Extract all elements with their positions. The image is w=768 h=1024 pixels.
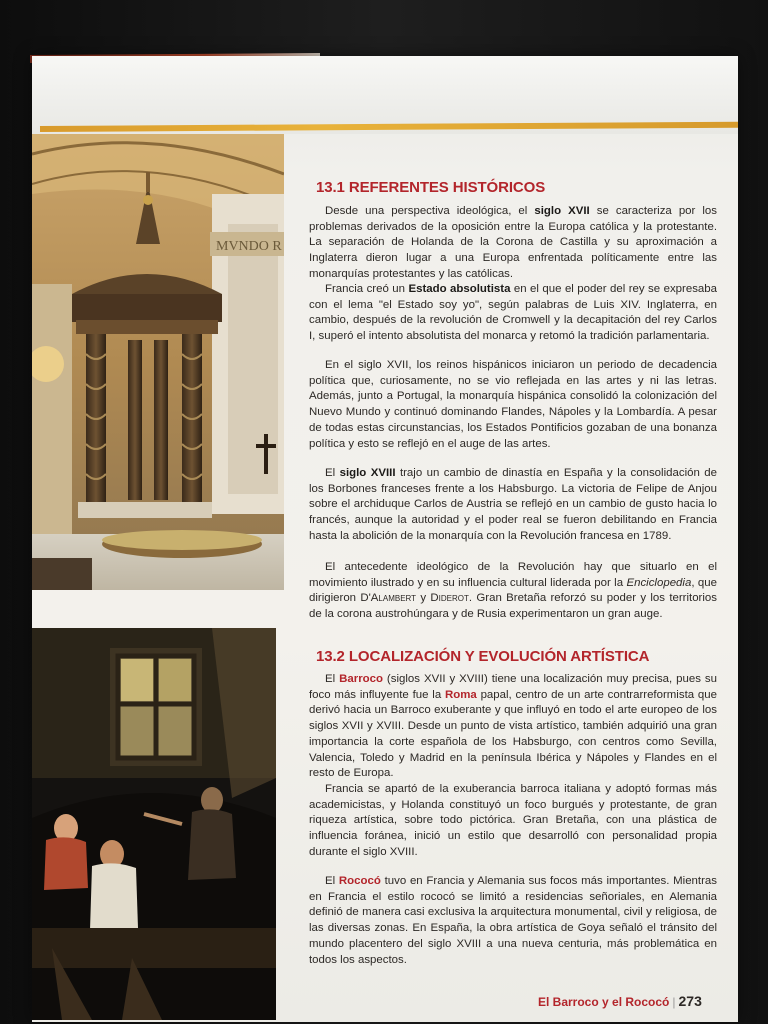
page-number: 273 (678, 993, 702, 1009)
paragraph-estado-absolutista (309, 282, 717, 345)
text-run: El (325, 467, 340, 479)
text-run: El antecedente ideológico de la Revolución hay que situarlo en el movimiento ilustrado y en su influencia cultural liderada por la (309, 561, 717, 589)
keyword-estado-absolutista: Estado absolutista (408, 283, 511, 295)
text-run: papal, centro de un arte contrarreformista que derivó hacia un Barroco exuberante y que influyó en todo el arte europeo de los siglos XVII y XVIII. Desde un punto de vista artístico, también adquirió una gran importancia la corte española de los Habsburgo, con centros como Sevilla, Valencia, Toledo y Madrid en la península Ibérica y Nápoles y Flandes en el resto de Europa. (309, 688, 717, 780)
baldachin-photo (32, 134, 284, 590)
paragraph-siglo-xvii (309, 204, 717, 283)
text-run: en el que el poder del rey se expresaba con el lema "el Estado soy yo", según palabras de Luis XIV. Inglaterra, en cambio, después de la revolución de Cromwell y la decapitación del rey Carlos I, superó el intento absolutista del monarca y retomó la tradición parlamentaria. (309, 283, 717, 343)
section-heading-referentes: 13.1 REFERENTES HISTÓRICOS (316, 179, 546, 196)
calling-painting (32, 628, 276, 1020)
keyword-barroco: Barroco (339, 673, 383, 685)
text-run: y (416, 592, 431, 605)
page-footer (538, 993, 702, 1009)
text-run: tuvo en Francia y Alemania sus focos más importantes. Mientras en Francia el estilo rococó se limitó a residencias señoriales, en Alemania definió de manera casi exclusiva la arquitectura monumental, civil y religiosa, de las diversas zonas. En España, la obra artística de Goya señaló el tránsito del mundo placentero del siglo XVIII a una nueva centuria, más problemática en todos los aspectos. (309, 875, 717, 966)
section-heading-localizacion: 13.2 LOCALIZACIÓN Y EVOLUCIÓN ARTÍSTICA (316, 648, 650, 665)
text-run: El (325, 673, 340, 685)
footer-title: El Barroco y el Rococó (538, 995, 670, 1009)
paragraph-barroco (309, 672, 717, 782)
text-run: El (325, 875, 339, 887)
photo-inscription: MVNDO R (216, 239, 282, 254)
paragraph-reinos-hispanicos: En el siglo XVII, los reinos hispánicos iniciaron un periodo de decadencia política que, curiosamente, no se vio reflejada en las artes y ni las letras. Además, junto a Portugal, la monarquía hispánica consolidó la colonización del Nuevo Mundo y continuó dominando Flandes, Nápoles y la Lombardía. A pesar de todas estas circunstancias, los Estados Pontificios gozaban de una bonanza política y esto se reflejó en el auge de las artes. (309, 359, 717, 450)
name-dalambert: D'Alambert (360, 592, 417, 605)
name-diderot: Diderot (430, 592, 469, 605)
paragraph-revolucion (309, 560, 717, 623)
text-run: (siglos XVII y XVIII) tiene una localización muy precisa, pues su foco más influyente fue la (309, 673, 717, 701)
paragraph-francia-holanda: Francia se apartó de la exuberancia barroca italiana y adoptó formas más academicistas, y Holanda constituyó un foco burgués y protestante, de gran riqueza artística, sobre todo pictórica. Gran Bretaña, con una plástica de influencia foránea, inició un estilo que desarrolló con personalidad propia durante el siglo XVIII. (309, 783, 717, 858)
keyword-roma: Roma (444, 688, 477, 701)
text-run: trajo un cambio de dinastía en España y la consolidación de los Borbones franceses frente a los Habsburgo. La victoria de Felipe de Anjou sobre el archiduque Carlos de Austria se reflejó en un cambio de gusto hacia lo francés, aunque la autoridad y el poder real se fueron debilitando en Francia hasta la abolición de la monarquía con la Revolución francesa en 1789. (309, 467, 717, 542)
paragraph-siglo-xviii (309, 466, 717, 545)
keyword-enciclopedia: Enciclopedia (626, 576, 692, 589)
text-run: . Gran Bretaña reforzó su poder y los territorios de la corona austrohúngara y de Rusia experimentaron un gran auge. (309, 592, 717, 621)
footer-separator: | (672, 995, 676, 1009)
keyword-rococo: Rococó (338, 875, 381, 887)
text-run: se caracteriza por los problemas derivados de la oposición entre la Europa católica y la protestante. La separación de Holanda de la Corona de Castilla y su aproximación a Inglaterra dieron lugar a una Europa enfrentada políticamente entre las monarquías protestantes y las católicas. (309, 205, 718, 280)
text-run: Francia creó un (325, 283, 409, 295)
text-run: Desde una perspectiva ideológica, el (325, 205, 535, 217)
paragraph-rococo (309, 874, 717, 968)
keyword-siglo-xviii: siglo XVIII (339, 467, 396, 479)
keyword-siglo-xvii: siglo XVII (534, 205, 590, 217)
text-run: , que dirigieron (309, 576, 717, 605)
